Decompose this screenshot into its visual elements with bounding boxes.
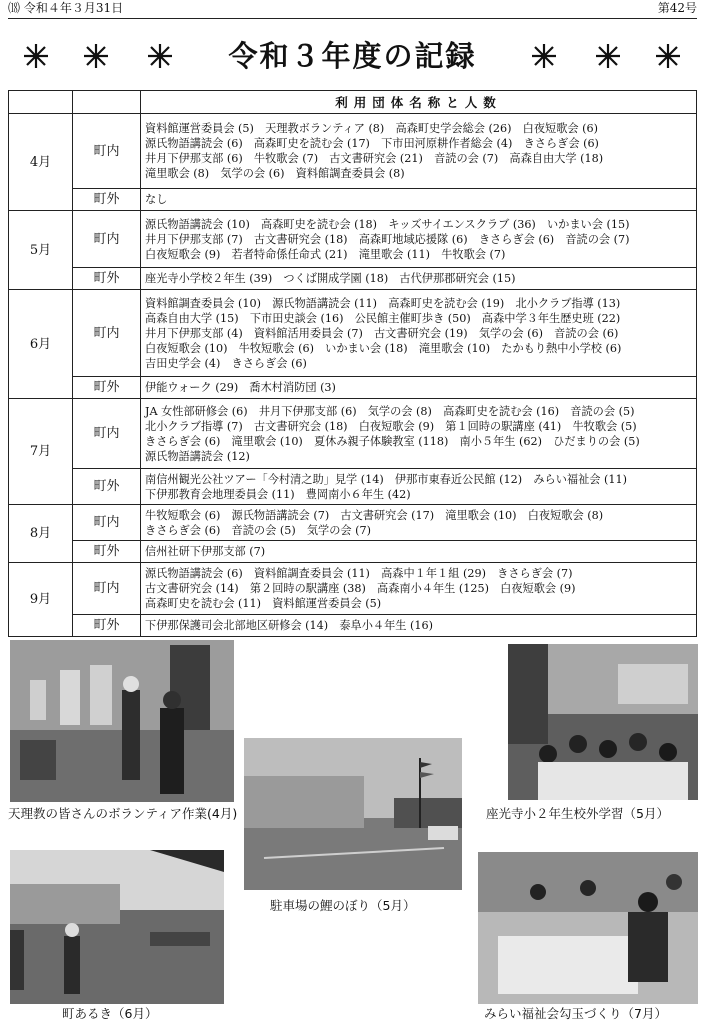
table-row (9, 290, 697, 377)
photo-caption: 天理教の皆さんのボランティア作業(4月) (8, 806, 238, 821)
star-icon (530, 42, 558, 70)
table-row (9, 189, 697, 211)
month-label: 9月 (9, 563, 73, 637)
outside-groups: 座光寺小学校２年生 (39) つくば開成学園 (18) 古代伊那郡研究会 (15) (141, 268, 697, 290)
area-label-inside: 町内 (73, 114, 141, 189)
area-label-outside: 町外 (73, 469, 141, 505)
table-row (9, 399, 697, 469)
table-row (9, 211, 697, 268)
outside-groups: なし (141, 189, 697, 211)
usage-table (8, 90, 697, 637)
photo-caption: 駐車場の鯉のぼり（5月） (270, 898, 416, 913)
area-label-outside: 町外 (73, 377, 141, 399)
column-header: 利用団体名称と人数 (141, 91, 697, 114)
table-row (9, 541, 697, 563)
area-label-inside: 町内 (73, 290, 141, 377)
inside-groups: 源氏物語講読会 (10) 高森町史を読む会 (18) キッズサイエンスクラブ (36) いかまい会 (15) 井月下伊那支部 (7) 古文書研究会 (18) 高森町地域応援隊 (6) きさらぎ会 (6) 音読の会 (7) 白夜短歌会 (9) 若者特命係任命式 (21) 滝里歌会 (11) 牛牧歌会 (7) (141, 211, 697, 268)
month-label: 8月 (9, 505, 73, 563)
month-label: 6月 (9, 290, 73, 399)
photo-caption: 座光寺小２年生校外学習（5月） (486, 806, 669, 821)
area-label-inside: 町内 (73, 399, 141, 469)
outside-groups: 下伊那保護司会北部地区研修会 (14) 泰阜小４年生 (16) (141, 615, 697, 637)
outside-groups: 信州社研下伊那支部 (7) (141, 541, 697, 563)
title-row (0, 36, 705, 84)
inside-groups: 源氏物語講読会 (6) 資料館調査委員会 (11) 高森中１年１組 (29) きさらぎ会 (7) 古文書研究会 (14) 第２回時の駅講座 (38) 高森南小４年生 (125) 白夜短歌会 (9) 高森町史を読む会 (11) 資料館運営委員会 (5) (141, 563, 697, 615)
inside-groups: 資料館調査委員会 (10) 源氏物語講読会 (11) 高森町史を読む会 (19) 北小クラブ指導 (13) 高森自由大学 (15) 下市田史談会 (16) 公民館主催町歩き (50) 高森中学３年生歴史班 (22) 井月下伊那支部 (4) 資料館活用委員会 (7) 古文書研究会 (19) 気学の会 (6) 音読の会 (6) 白夜短歌会 (10) 牛牧短歌会 (6) いかまい会 (18) 滝里歌会 (10) たかもり熱中小学校 (6) 吉田史学会 (4) きさらぎ会 (6) (141, 290, 697, 377)
area-label-inside: 町内 (73, 211, 141, 268)
photo-magatama-craft (478, 852, 698, 1004)
photo-volunteer-work (10, 640, 234, 802)
table-row (9, 114, 697, 189)
month-label: 7月 (9, 399, 73, 505)
page-title: 令和３年度の記録 (228, 39, 477, 73)
area-label-outside: 町外 (73, 615, 141, 637)
inside-groups: JA 女性部研修会 (6) 井月下伊那支部 (6) 気学の会 (8) 高森町史を読む会 (16) 音読の会 (5) 北小クラブ指導 (7) 古文書研究会 (18) 白夜短歌会 (9) 第１回時の駅講座 (41) 牛牧歌会 (5) きさらぎ会 (6) 滝里歌会 (10) 夏休み親子体験教室 (118) 南小５年生 (62) ひだまりの会 (5) 源氏物語講読会 (12) (141, 399, 697, 469)
photo-town-walk (10, 850, 224, 1004)
inside-groups: 資料館運営委員会 (5) 天理教ボランティア (8) 高森町史学会総会 (26) 白夜短歌会 (6) 源氏物語講読会 (6) 高森町史を読む会 (17) 下市田河原耕作者総会 (4) きさらぎ会 (6) 井月下伊那支部 (6) 牛牧歌会 (7) 古文書研究会 (21) 音読の会 (7) 高森自由大学 (18) 滝里歌会 (8) 気学の会 (6) 資料館調査委員会 (8) (141, 114, 697, 189)
star-icon (594, 42, 622, 70)
table-row (9, 469, 697, 505)
outside-groups: 伊能ウォーク (29) 喬木村消防団 (3) (141, 377, 697, 399)
area-label-outside: 町外 (73, 541, 141, 563)
star-icon (654, 42, 682, 70)
area-label-inside: 町内 (73, 563, 141, 615)
photo-carp-streamers (244, 738, 462, 890)
issue-date: ⒅ 令和４年３月31日 (8, 1, 124, 15)
area-label-outside: 町外 (73, 189, 141, 211)
photo-school-trip (508, 644, 698, 800)
photo-caption: 町あるき（6月） (62, 1006, 158, 1021)
page-header (8, 0, 697, 19)
outside-groups: 南信州観光公社ツアー「今村清之助」見学 (14) 伊那市東春近公民館 (12) みらい福祉会 (11) 下伊那教育会地理委員会 (11) 豊岡南小６年生 (42) (141, 469, 697, 505)
photo-caption: みらい福祉会勾玉づくり（7月） (484, 1006, 667, 1021)
table-row (9, 268, 697, 290)
table-row (9, 505, 697, 541)
month-label: 4月 (9, 114, 73, 211)
inside-groups: 牛牧短歌会 (6) 源氏物語講読会 (7) 古文書研究会 (17) 滝里歌会 (10) 白夜短歌会 (8) きさらぎ会 (6) 音読の会 (5) 気学の会 (7) (141, 505, 697, 541)
month-label: 5月 (9, 211, 73, 290)
table-row (9, 377, 697, 399)
area-label-outside: 町外 (73, 268, 141, 290)
table-row (9, 615, 697, 637)
table-row (9, 563, 697, 615)
table-header-row (9, 91, 697, 114)
issue-number: 第42号 (657, 1, 697, 15)
area-label-inside: 町内 (73, 505, 141, 541)
